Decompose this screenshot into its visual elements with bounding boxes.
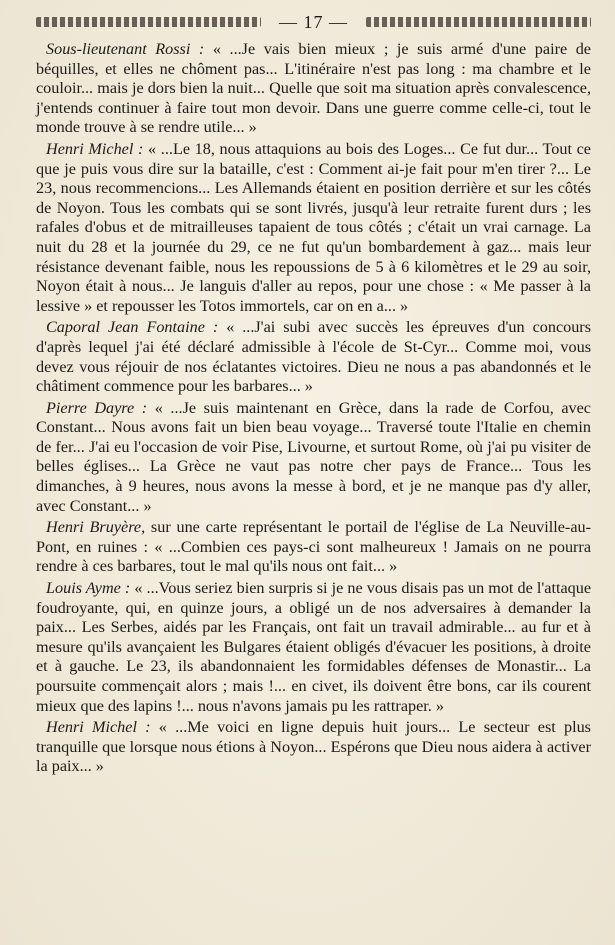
paragraph (36, 140, 591, 316)
speaker-name: Henri Michel : (46, 139, 144, 158)
page-number: — 17 — (279, 11, 348, 32)
letter-excerpt: « ...Vous seriez bien surpris si je ne vous disais pas un mot de l'attaque foudroyante, qui, en quinze jours, a obligé un de nos adversaires à demander la paix... Les Serbes, aidés par les Français, ont fait un travail admirable... au fur et à mesure qu'ils avançaient les Bulgares étaient obligés d'évacuer les positions, à droite et à gauche. Le 23, ils abandonnaient les formidables défenses de Monastir... La poursuite commençait alors ; mais !... en civet, ils doivent être bons, car ils courent mieux que des lapins !... nous n'avons jamais pu les rattraper. » (36, 579, 592, 715)
speaker-name: Louis Ayme : (46, 579, 131, 598)
speaker-name: Henri Bruyère, (46, 518, 146, 537)
letter-excerpt: « ...Me voici en ligne depuis huit jours... Le secteur est plus tranquille que lorsque nous étions à Noyon... Espérons que Dieu nous aidera à activer la paix... » (36, 718, 591, 776)
speaker-name: Caporal Jean Fontaine : (46, 318, 219, 337)
speaker-name: Henri Michel : (46, 718, 151, 737)
paragraph (36, 579, 591, 716)
letter-excerpt: sur une carte représentant le portail de l'église de La Neuville-au-Pont, en ruines : « ...Combien ces pays-ci sont malheureux ! Jamais on ne pourra rendre à ces barbares, tout le mal qu'ils nous ont fait... » (36, 518, 591, 576)
paragraph (36, 718, 591, 777)
letter-excerpt: « ...Le 18, nous attaquions au bois des Loges... Ce fut dur... Tout ce que je puis vous dire sur la bataille, c'est : Comment ai-je fait pour m'en tirer ?... Le 23, nous recommencions... Les Allemands étaient en position derrière et sur les côtés de Noyon. Tous les combats qui se sont livrés, jusqu'à leur retraite furent durs ; les rafales d'obus et de mitrailleuses tapaient de tous côtés ; c'était un vrai carnage. La nuit du 28 et la journée du 29, ce ne fut qu'un bombardement à gaz... mais leur résistance devenant faible, nous les repoussions de 5 à 6 kilomètres et le 29 au soir, Noyon était à nous... Je languis d'aller au repos, pour une chose : « Me passer à la lessive » et repousser les Totos immortels, car on en a... » (36, 139, 591, 315)
paragraph (36, 318, 591, 396)
letter-excerpt: « ...Je suis maintenant en Grèce, dans la rade de Corfou, avec Constant... Nous avons fait un bien beau voyage... Traversé toute l'Italie en chemin de fer... J'ai eu l'occasion de voir Pise, Livourne, et surtout Rome, où j'ai pu visiter de belles églises... La Grèce ne vaut pas notre cher pays de France... Tous les dimanches, à 9 heures, nous avons la messe à bord, et je ne manque pas d'y aller, avec Constant... » (36, 398, 591, 515)
ornament-rule-right (366, 17, 591, 27)
speaker-name: Pierre Dayre : (46, 398, 148, 417)
paragraph (36, 518, 591, 577)
paragraph (36, 40, 591, 138)
letter-excerpt: « ...Je vais bien mieux ; je suis armé d'une paire de béquilles, et elles ne chôment pas... L'itinéraire n'est pas long : ma chambre et le couloir... mais je dors bien la nuit... Quelle que soit ma situation après convalescence, j'entends continuer à faire tout mon devoir. Dans une guerre comme celle-ci, tout le monde trouve à se rendre utile... » (36, 40, 591, 137)
letters-text (36, 40, 591, 777)
speaker-name: Sous-lieutenant Rossi : (46, 40, 205, 58)
paragraph (36, 399, 591, 517)
page-header (36, 8, 591, 36)
ornament-rule-left (36, 17, 261, 27)
letter-excerpt: « ...J'ai subi avec succès les épreuves d'un concours d'après lequel j'ai été déclaré admissible à l'école de St-Cyr... Comme moi, vous devez vous réjouir de nos éclatantes victoires. Dieu ne nous a pas abandonnés et le châtiment commence pour les barbares... » (36, 318, 591, 396)
